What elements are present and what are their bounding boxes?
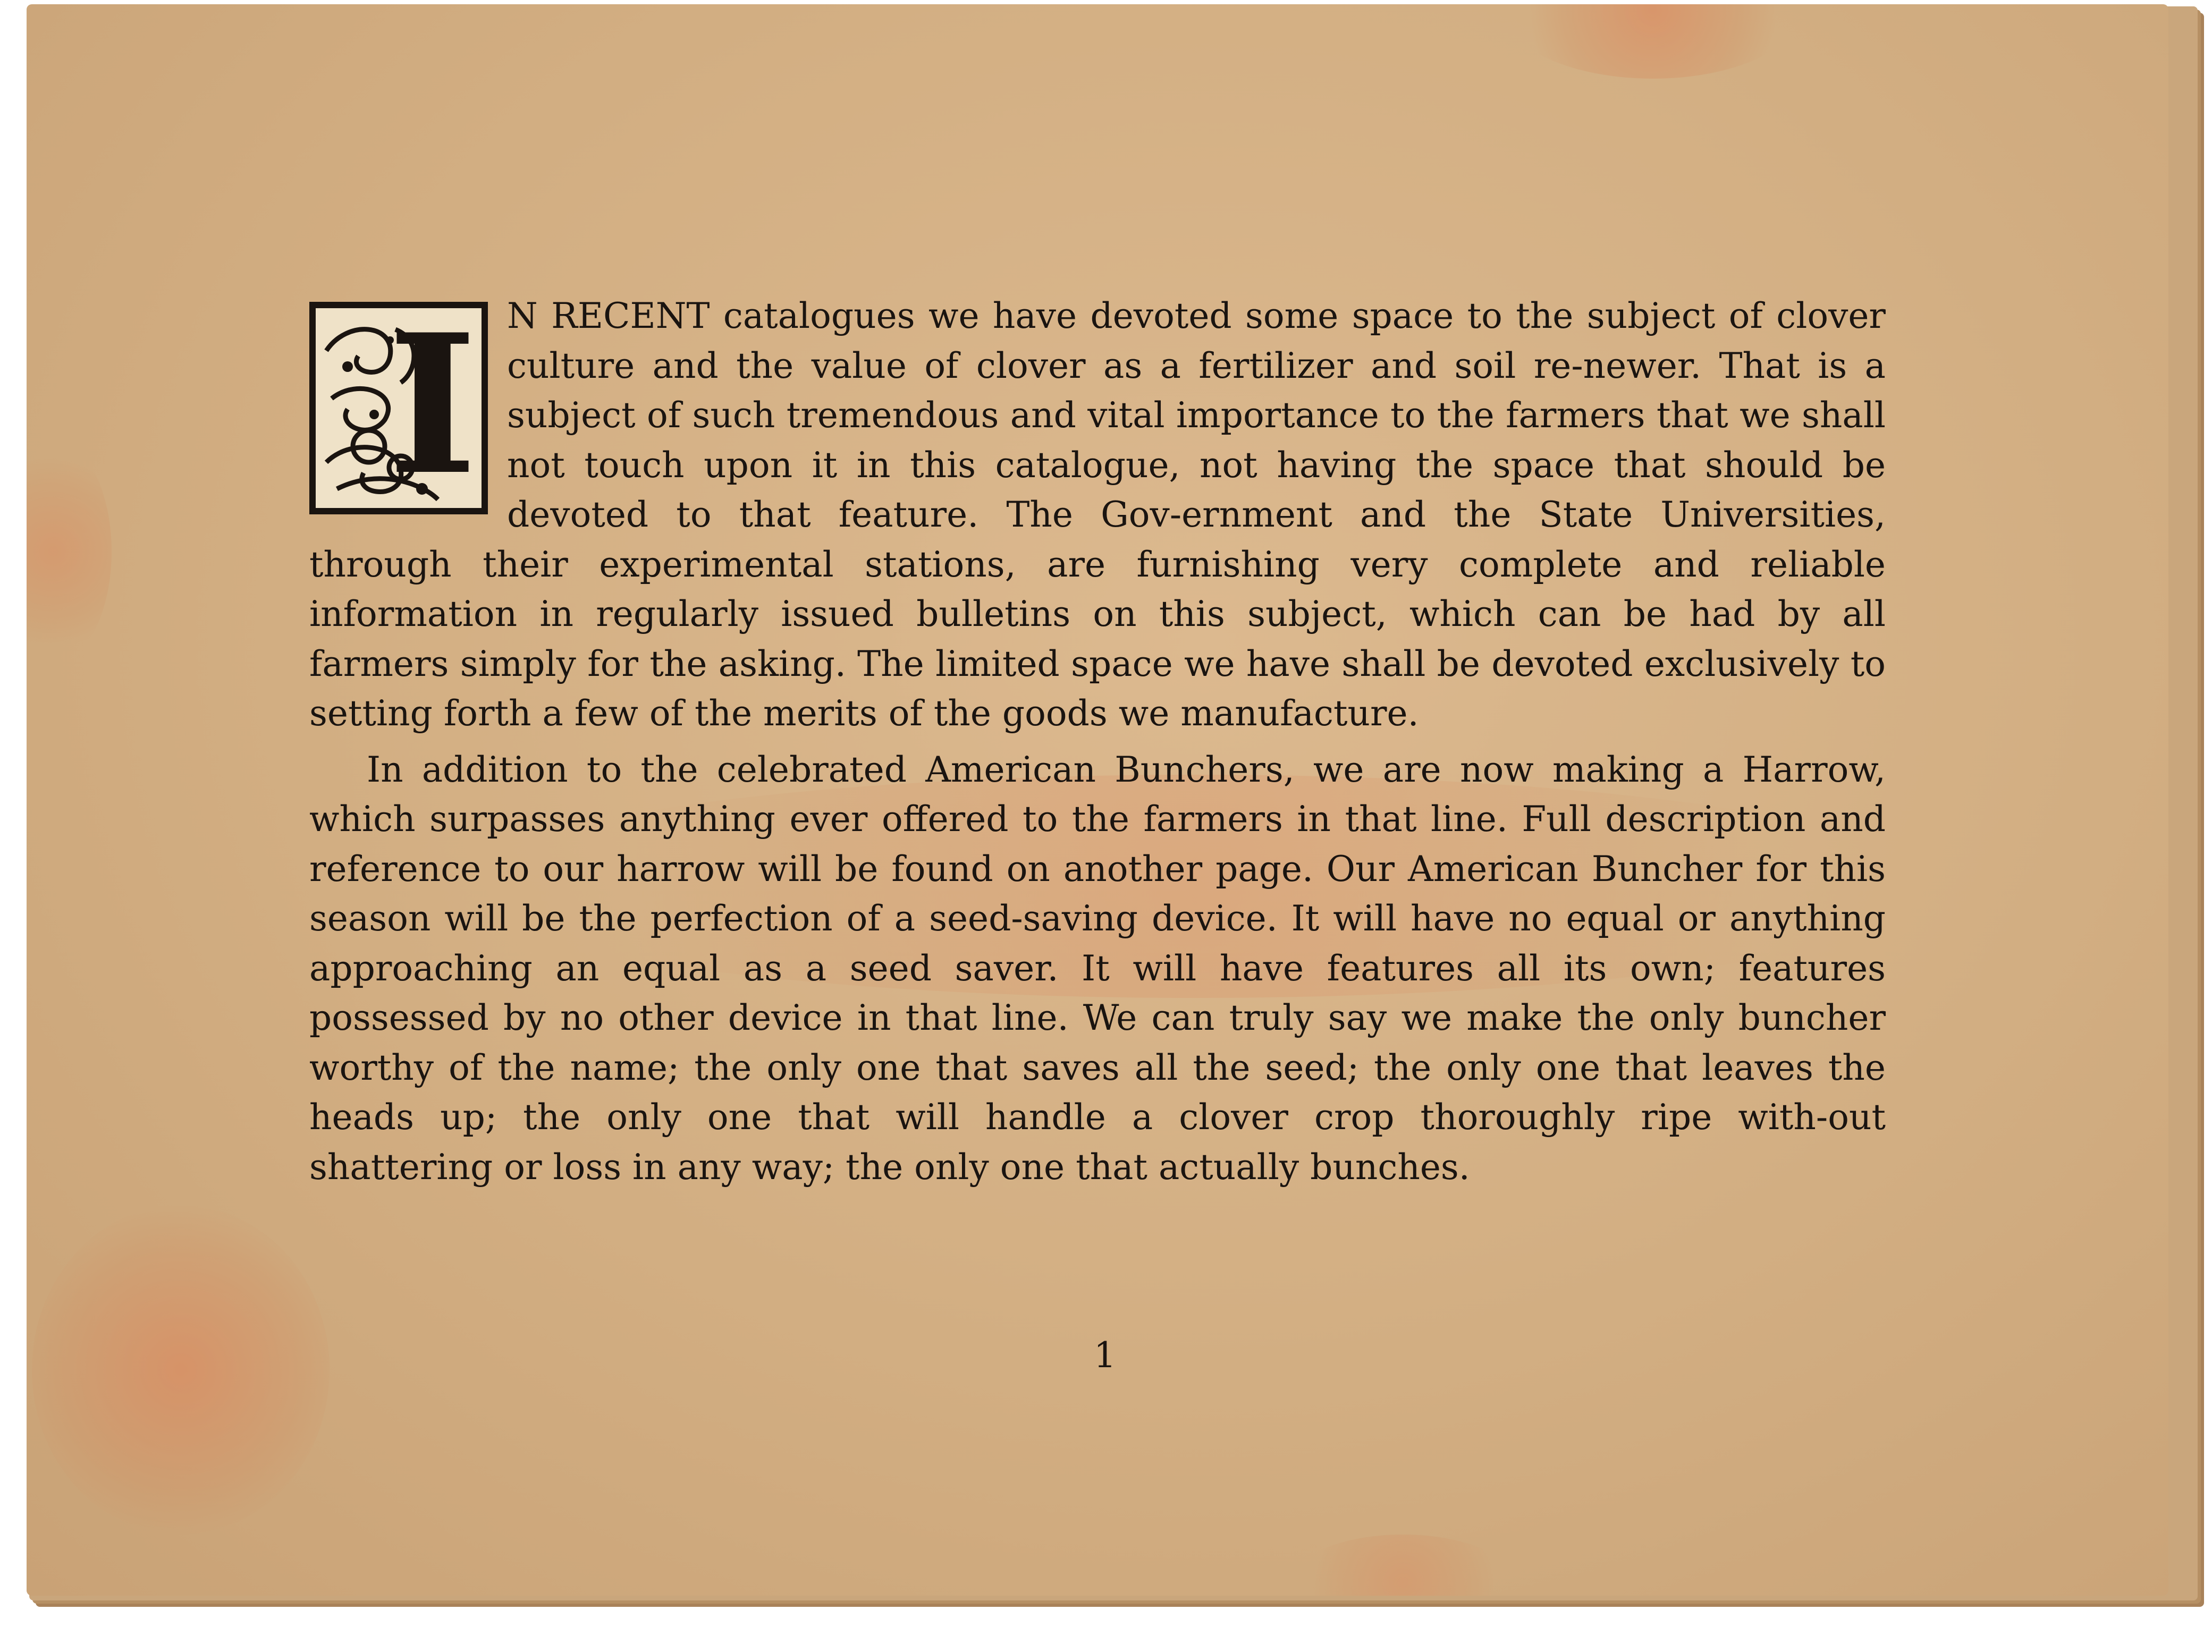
paragraph-1: N RECENT catalogues we have devoted some space to the subject of clover culture and the value of clover as a fertilizer and soil re-newer. That is a subject of such tremendous and vital importance to the farmers that we shall not touch upon it in this catalogue, not having the space that should be devoted to that feature. The Gov-ernment and the State Universities, through their experimental stations, are furnishing very complete and reliable information in regularly issued bulletins on this subject, which can be had by all farmers simply for the asking. The limited space we have shall be devoted exclusively to setting forth a few of the merits of the goods we manufacture. bbox=[309, 295, 1886, 734]
water-stain bbox=[1504, 4, 1802, 79]
ornamental-drop-cap bbox=[309, 302, 488, 514]
drop-cap-letter: I bbox=[387, 302, 477, 514]
water-stain bbox=[27, 440, 112, 663]
water-stain bbox=[32, 1205, 330, 1535]
body-text bbox=[309, 291, 1886, 1192]
page-number: 1 bbox=[1094, 1335, 1116, 1376]
paragraph-2: In addition to the celebrated American Bunchers, we are now making a Harrow, which surpasses anything ever offered to the farmers in that line. Full description and reference to our harrow will be found on another page. Our American Buncher for this season will be the perfection of a seed-saving device. It will have no equal or anything approaching an equal as a seed saver. It will have features all its own; features possessed by no other device in that line. We can truly say we make the only buncher worthy of the name; the only one that saves all the seed; the only one that leaves the heads up; the only one that will handle a clover crop thoroughly ripe with-out shattering or loss in any way; the only one that actually bunches. bbox=[309, 749, 1886, 1188]
water-stain bbox=[1291, 1535, 1515, 1596]
